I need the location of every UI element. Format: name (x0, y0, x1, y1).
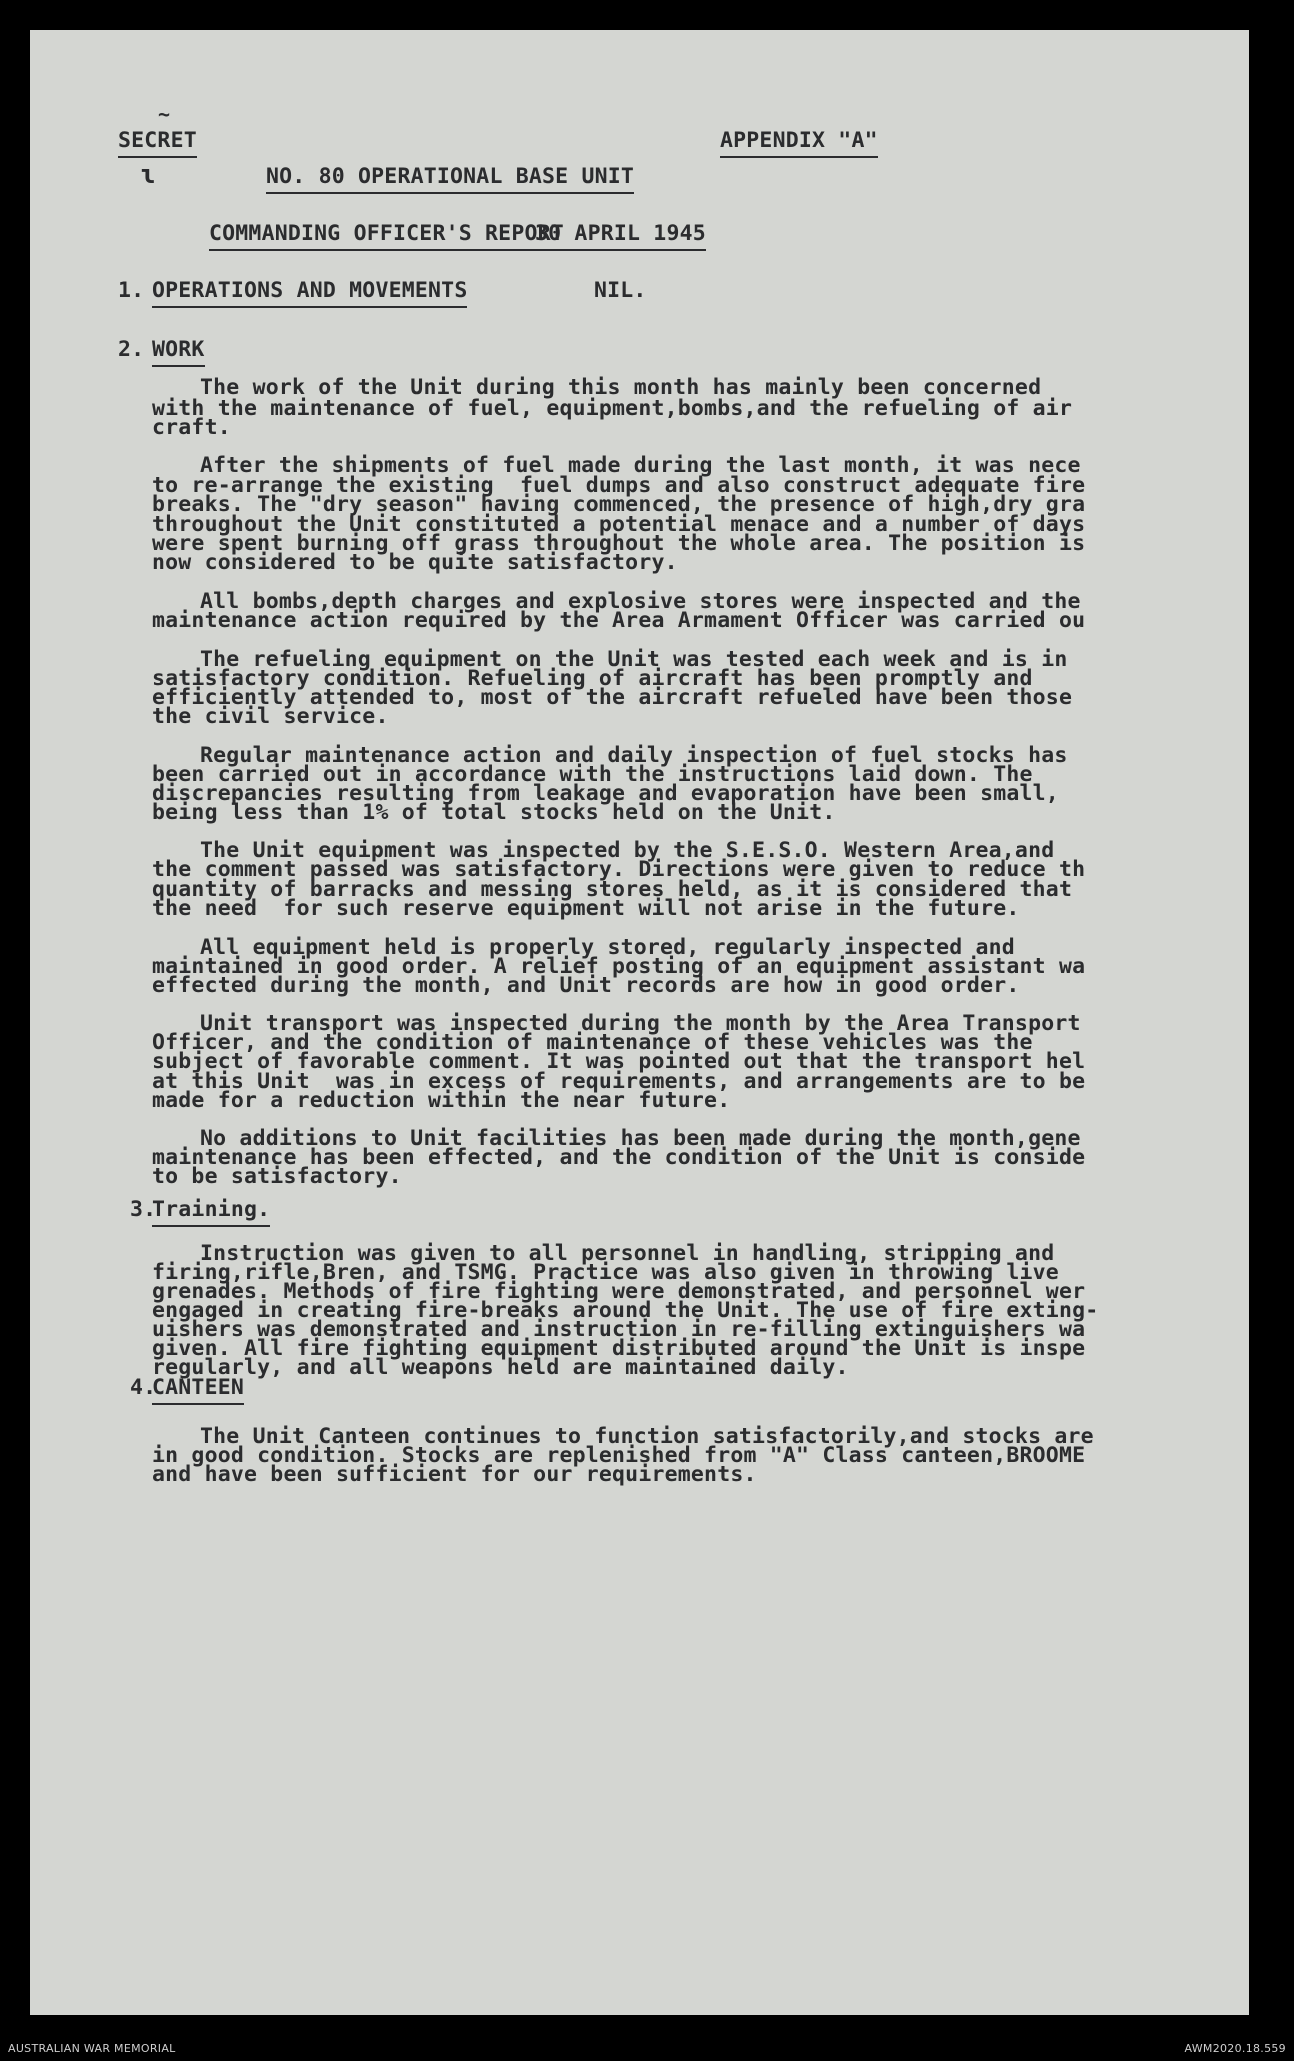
section-value: NIL. (594, 278, 647, 303)
body-line: quantity of barracks and messing stores held, as it is considered that (152, 877, 1073, 902)
report-date: 30 APRIL 1945 (535, 221, 706, 251)
section-number: 3. (130, 1197, 157, 1222)
section-number: 1. (118, 278, 145, 303)
body-line: to be satisfactory. (152, 1164, 402, 1189)
section-heading: WORK (152, 337, 205, 367)
section-heading: OPERATIONS AND MOVEMENTS (152, 278, 467, 308)
body-line: maintained in good order. A relief posting of an equipment assistant wa (152, 954, 1086, 979)
body-line: All bombs,depth charges and explosive stores were inspected and the (200, 589, 1081, 614)
archive-source: AUSTRALIAN WAR MEMORIAL (8, 2042, 176, 2055)
body-line: to re-arrange the existing fuel dumps and also construct adequate fire (152, 473, 1086, 498)
body-line: Instruction was given to all personnel in handling, stripping and (200, 1241, 1055, 1266)
body-line: and have been sufficient for our requirements. (152, 1462, 757, 1487)
document-page (30, 30, 1249, 2015)
body-line: maintenance action required by the Area Armament Officer was carried ou (152, 608, 1086, 633)
body-line: uishers was demonstrated and instruction in re-filling extinguishers wa (152, 1317, 1086, 1342)
body-line: Unit transport was inspected during the month by the Area Transport (200, 1011, 1081, 1036)
appendix-label: APPENDIX "A" (720, 128, 878, 158)
body-line: made for a reduction within the near future. (152, 1088, 731, 1113)
body-line: grenades. Methods of fire fighting were demonstrated, and personnel wer (152, 1279, 1086, 1304)
body-line: maintenance has been effected, and the condition of the Unit is conside (152, 1145, 1086, 1170)
body-line: were spent burning off grass throughout the whole area. The position is (152, 531, 1086, 556)
body-line: breaks. The "dry season" having commenced, the presence of high,dry gra (152, 492, 1086, 517)
body-line: craft. (152, 415, 231, 440)
body-line: in good condition. Stocks are replenished from "A" Class canteen,BROOME (152, 1443, 1086, 1468)
body-line: firing,rifle,Bren, and TSMG. Practice was also given in throwing live (152, 1260, 1059, 1285)
body-line: effected during the month, and Unit records are how in good order. (152, 973, 1020, 998)
body-line: The Unit Canteen continues to function satisfactorily,and stocks are (200, 1424, 1094, 1449)
body-line: Regular maintenance action and daily inspection of fuel stocks has (200, 743, 1068, 768)
classification-label: SECRET (118, 128, 197, 158)
body-line: the comment passed was satisfactory. Directions were given to reduce th (152, 857, 1086, 882)
archive-reference: AWM2020.18.559 (1184, 2042, 1286, 2055)
section-heading: CANTEEN (152, 1375, 244, 1405)
body-line: been carried out in accordance with the instructions laid down. The (152, 762, 1033, 787)
body-line: being less than 1% of total stocks held on the Unit. (152, 800, 836, 825)
body-line: subject of favorable comment. It was pointed out that the transport hel (152, 1049, 1086, 1074)
body-line: the civil service. (152, 704, 389, 729)
body-line: The refueling equipment on the Unit was tested each week and is in (200, 647, 1068, 672)
body-line: regularly, and all weapons held are maintained daily. (152, 1355, 849, 1380)
body-line: with the maintenance of fuel, equipment,bombs,and the refueling of air (152, 396, 1073, 421)
body-line: throughout the Unit constituted a potential menace and a number of days (152, 512, 1086, 537)
body-line: at this Unit was in excess of requirements, and arrangements are to be (152, 1069, 1086, 1094)
body-line: given. All fire fighting equipment distributed around the Unit is inspe (152, 1336, 1086, 1361)
body-line: After the shipments of fuel made during the last month, it was nece (200, 453, 1081, 478)
body-line: The work of the Unit during this month has mainly been concerned (200, 375, 1042, 400)
report-title: COMMANDING OFFICER'S REPORT (209, 221, 564, 251)
body-line: efficiently attended to, most of the aircraft refueled have been those (152, 685, 1073, 710)
section-number: 4. (130, 1375, 157, 1400)
body-line: satisfactory condition. Refueling of aircraft has been promptly and (152, 666, 1033, 691)
body-line: engaged in creating fire-breaks around the Unit. The use of fire exting- (152, 1298, 1099, 1323)
body-line: discrepancies resulting from leakage and evaporation have been small, (152, 781, 1059, 806)
body-line: The Unit equipment was inspected by the S.E.S.O. Western Area,and (200, 838, 1055, 863)
body-line: the need for such reserve equipment will not arise in the future. (152, 896, 1020, 921)
section-number: 2. (118, 337, 145, 362)
body-line: Officer, and the condition of maintenance of these vehicles was the (152, 1030, 1033, 1055)
pen-mark: ~ (158, 102, 171, 126)
unit-title: NO. 80 OPERATIONAL BASE UNIT (266, 164, 634, 194)
pen-mark: ɩ (140, 160, 156, 190)
body-line: now considered to be quite satisfactory. (152, 550, 678, 575)
section-heading: Training. (152, 1197, 270, 1227)
body-line: No additions to Unit facilities has been made during the month,gene (200, 1126, 1081, 1151)
body-line: All equipment held is properly stored, regularly inspected and (200, 935, 1015, 960)
